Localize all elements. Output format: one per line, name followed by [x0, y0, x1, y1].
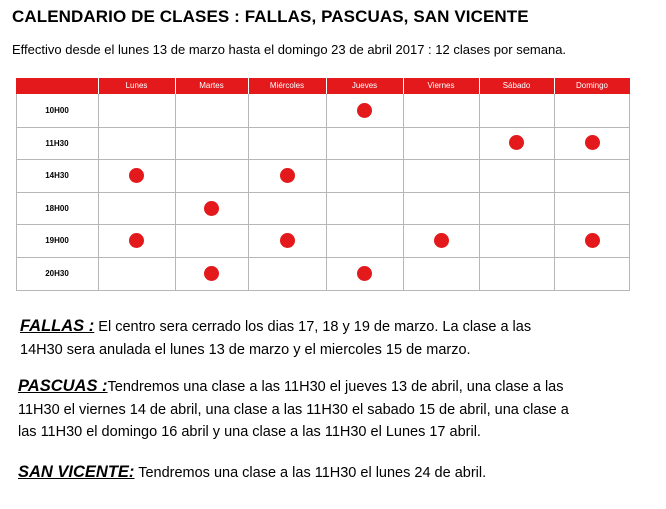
time-label-20h30: 20H30 [45, 269, 69, 278]
class-dot [357, 266, 372, 281]
row-divider [16, 224, 630, 225]
time-label-14h30: 14H30 [45, 171, 69, 180]
class-dot [129, 168, 144, 183]
column-divider [326, 94, 327, 290]
header-separator [175, 78, 176, 94]
header-separator [479, 78, 480, 94]
header-separator [403, 78, 404, 94]
column-divider [479, 94, 480, 290]
fallas-text-line-1: El centro sera cerrado los dias 17, 18 y 19 de marzo. La clase a las [94, 319, 532, 335]
class-schedule-table [16, 78, 630, 290]
day-header-viernes: Viernes [427, 81, 455, 90]
time-label-18h00: 18H00 [45, 204, 69, 213]
pascuas-text-line-1: Tendremos una clase a las 11H30 el jueves 13 de abril, una clase a las [107, 379, 564, 395]
pascuas-text-line-2: 11H30 el viernes 14 de abril, una clase a las 11H30 el sabado 15 de abril, una clase a [18, 401, 569, 418]
column-divider [248, 94, 249, 290]
column-divider [554, 94, 555, 290]
day-header-sábado: Sábado [502, 81, 531, 90]
header-separator [98, 78, 99, 94]
class-dot [280, 233, 295, 248]
fallas-note [20, 315, 531, 361]
day-header-jueves: Jueves [351, 81, 378, 90]
class-dot [204, 266, 219, 281]
day-header-martes: Martes [199, 81, 224, 90]
pascuas-text-line-3: las 11H30 el domingo 16 abril y una clase a las 11H30 el Lunes 17 abril. [18, 424, 481, 440]
header-separator [326, 78, 327, 94]
page-subtitle: Effectivo desde el lunes 13 de marzo hasta el domingo 23 de abril 2017 : 12 clases por semana. [12, 42, 567, 57]
row-divider [16, 127, 630, 128]
san-vicente-text-line-1: Tendremos una clase a las 11H30 el lunes 24 de abril. [134, 465, 487, 481]
row-divider [16, 257, 630, 258]
class-dot [585, 233, 600, 248]
time-label-19h00: 19H00 [45, 236, 69, 245]
class-dot [357, 103, 372, 118]
row-divider [16, 192, 630, 193]
day-header-lunes: Lunes [125, 81, 148, 90]
pascuas-label: PASCUAS : [18, 377, 108, 395]
class-dot [280, 168, 295, 183]
class-dot [204, 201, 219, 216]
row-divider [16, 290, 630, 291]
class-dot [129, 233, 144, 248]
time-label-10h00: 10H00 [45, 106, 69, 115]
pascuas-note [18, 375, 569, 444]
page-title: CALENDARIO DE CLASES : FALLAS, PASCUAS, SAN VICENTE [12, 7, 529, 26]
san-vicente-label: SAN VICENTE: [18, 463, 135, 481]
row-divider [16, 159, 630, 160]
column-divider [629, 94, 630, 290]
san-vicente-note [18, 461, 486, 485]
class-dot [509, 135, 524, 150]
class-dot [434, 233, 449, 248]
header-separator [248, 78, 249, 94]
column-divider [98, 94, 99, 290]
day-header-domingo: Domingo [575, 81, 608, 90]
day-header-miércoles: Miércoles [269, 81, 305, 90]
fallas-text-line-2: 14H30 sera anulada el lunes 13 de marzo y el miercoles 15 de marzo. [20, 341, 471, 358]
column-divider [403, 94, 404, 290]
time-label-11h30: 11H30 [45, 139, 69, 148]
header-separator [554, 78, 555, 94]
fallas-label: FALLAS : [20, 317, 95, 335]
column-divider [175, 94, 176, 290]
class-dot [585, 135, 600, 150]
